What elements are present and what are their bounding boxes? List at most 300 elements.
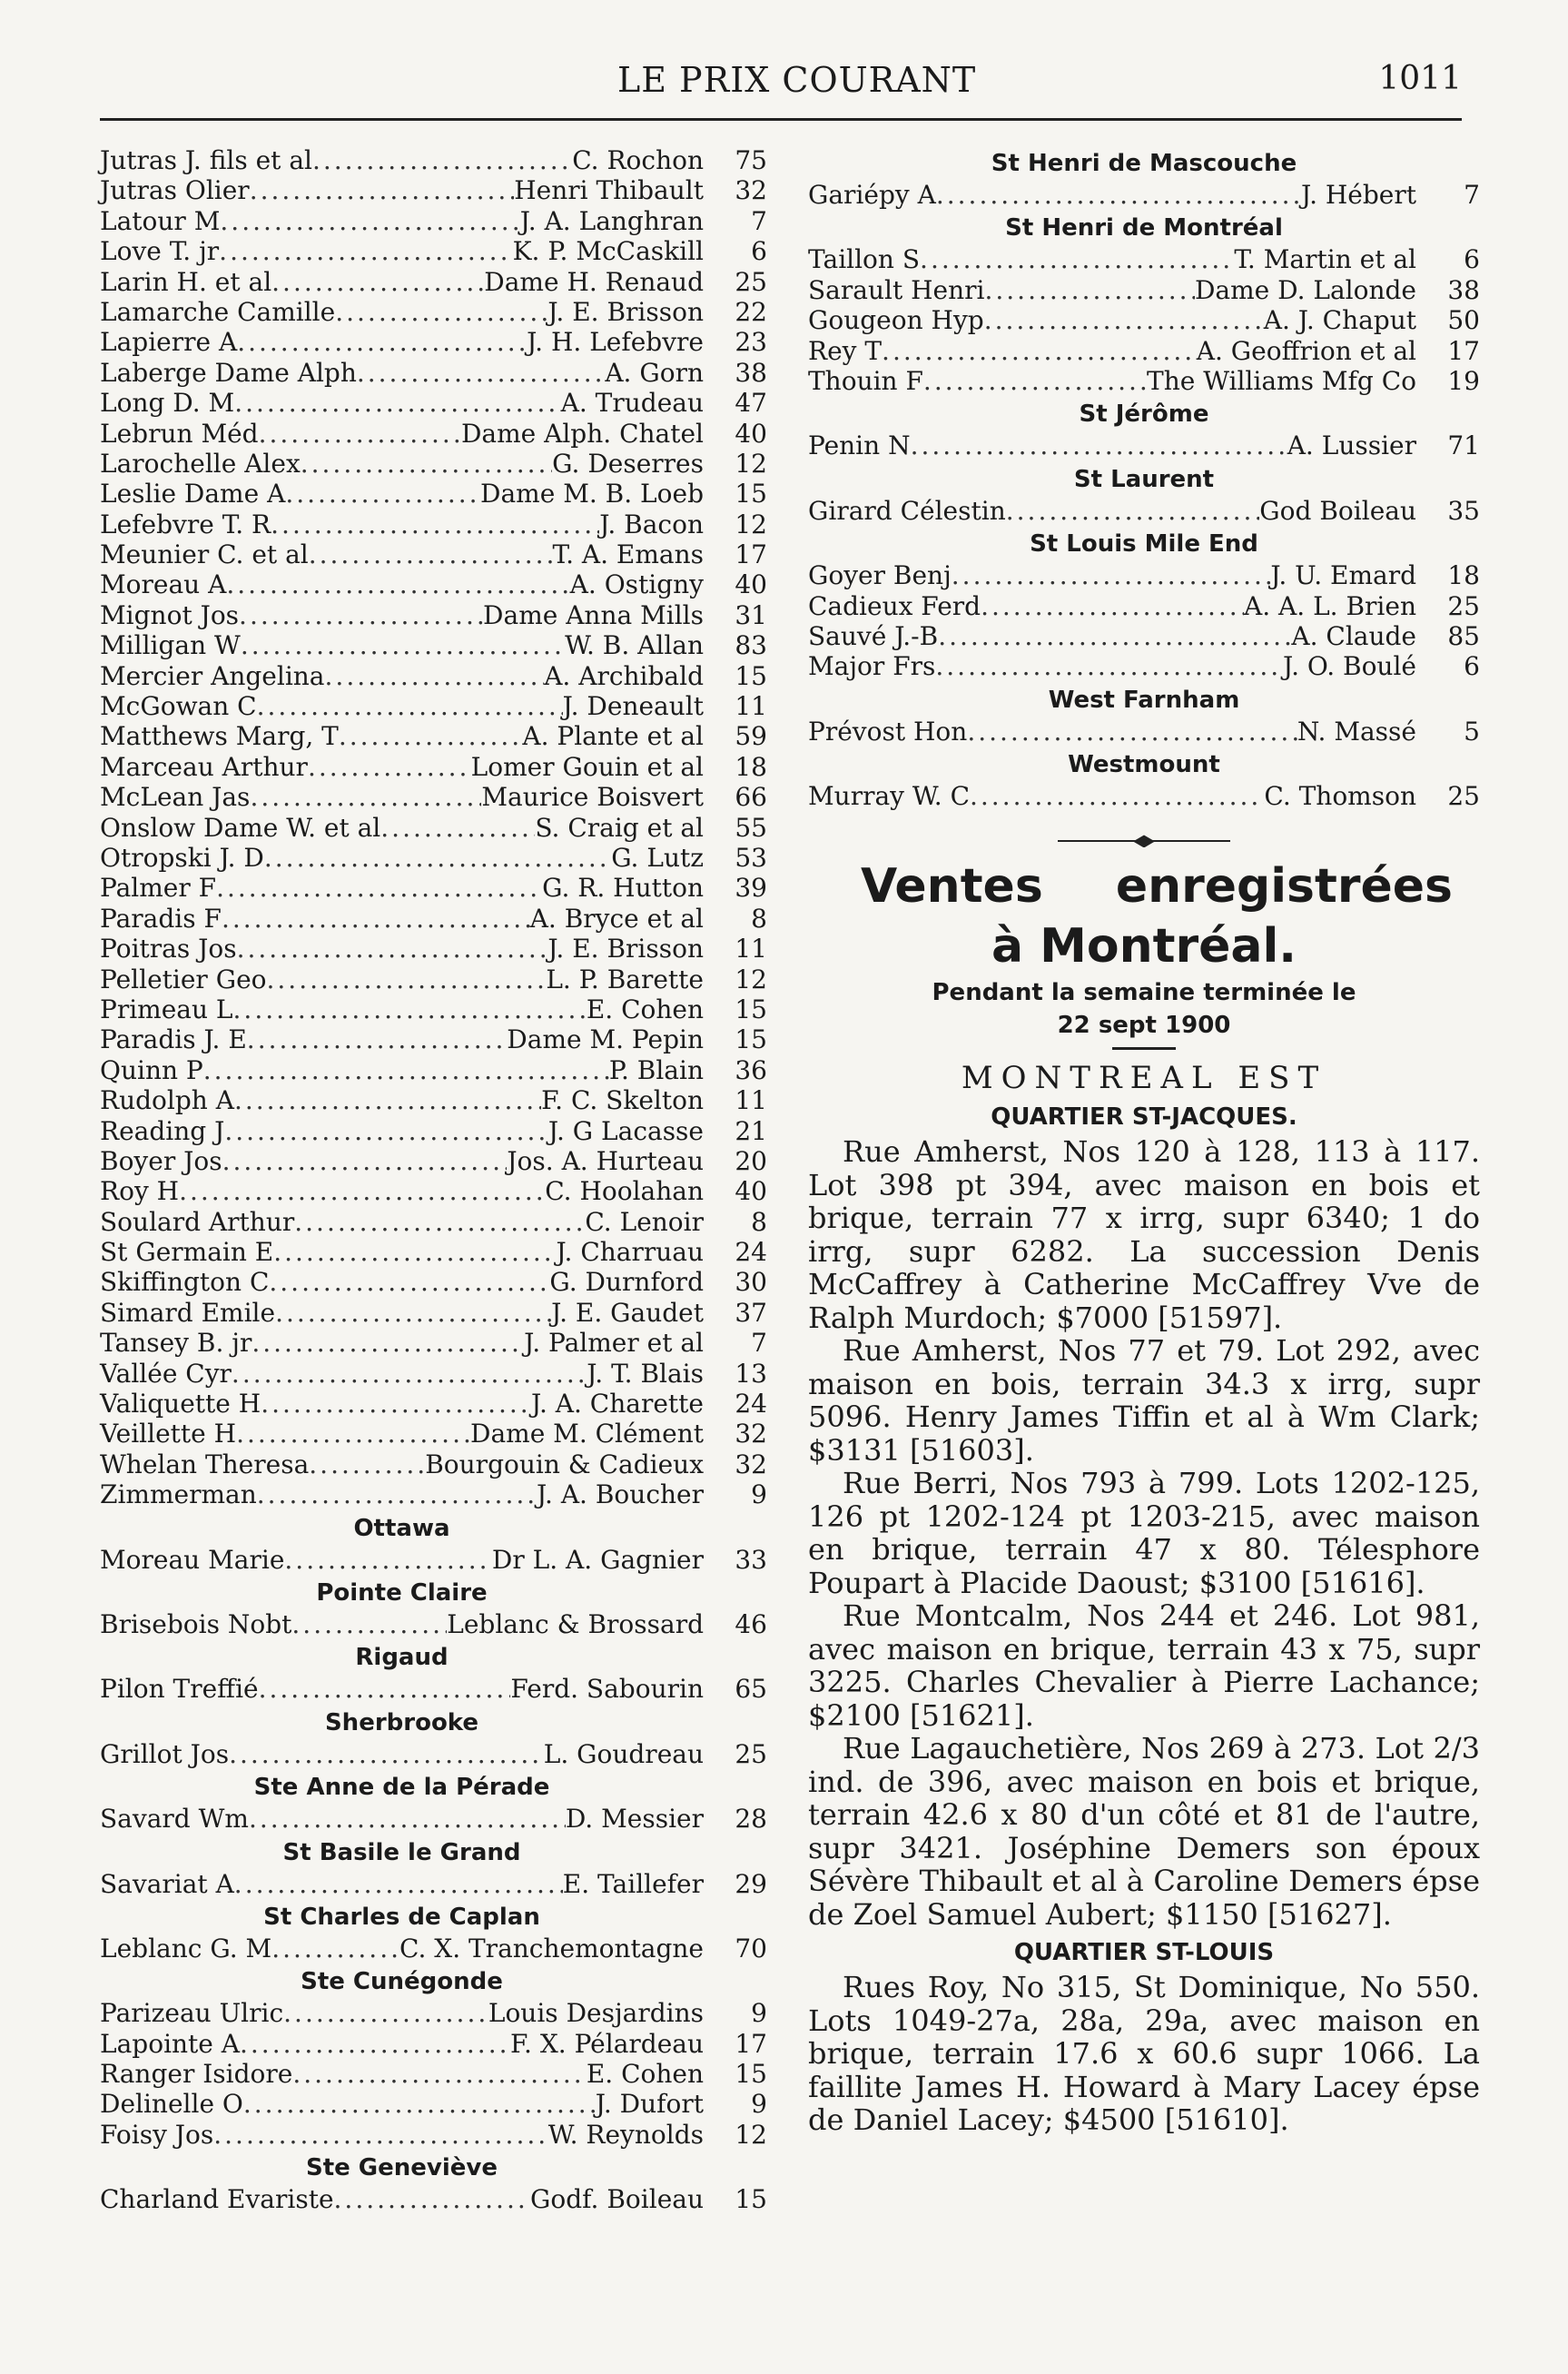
ventes-title bbox=[808, 856, 1480, 976]
buyer-name: Dame D. Lalonde bbox=[1194, 274, 1416, 305]
leader-dots bbox=[938, 621, 1291, 651]
buyer-name: The Williams Mfg Co bbox=[1147, 365, 1416, 396]
listing-number: 53 bbox=[735, 842, 767, 873]
listing-row bbox=[100, 1176, 767, 1206]
ventes-subtitle-2: 22 sept 1900 bbox=[1057, 1012, 1231, 1040]
buyer-name: E. Cohen bbox=[586, 2059, 704, 2090]
listing-row bbox=[100, 1609, 767, 1639]
leader-dots bbox=[249, 1804, 566, 1834]
sale-paragraph: Rue Amherst, Nos 120 à 128, 113 à 117. Lot 398 pt 394, avec maison en bois et brique, terrain 77 x irrg, supr 6340; 1 do irrg, supr 6282. La succession Denis McCaffrey à Catherine McCaffrey Vve de Ralph Murdoch; $7000 [51597]. bbox=[808, 1134, 1480, 1335]
listing-number: 25 bbox=[1447, 590, 1480, 621]
buyer-name: E. Cohen bbox=[586, 994, 704, 1024]
leader-dots bbox=[203, 1055, 609, 1085]
leader-dots bbox=[259, 1674, 511, 1704]
listing-row bbox=[100, 479, 767, 509]
buyer-name: G. Deserres bbox=[552, 448, 704, 479]
seller-name: Palmer F bbox=[100, 873, 217, 904]
leader-dots bbox=[285, 479, 480, 509]
listing-number: 12 bbox=[735, 964, 767, 994]
listing-row bbox=[100, 539, 767, 569]
buyer-name: J. Bacon bbox=[599, 509, 704, 539]
listing-row bbox=[100, 1237, 767, 1267]
leader-dots bbox=[882, 336, 1197, 366]
buyer-name: W. Reynolds bbox=[547, 2119, 704, 2150]
leader-dots bbox=[264, 843, 611, 873]
buyer-name: A. Geoffrion et al bbox=[1196, 335, 1416, 366]
buyer-name: J. G Lacasse bbox=[547, 1115, 704, 1146]
listing-number: 11 bbox=[735, 691, 767, 722]
listing-row bbox=[100, 206, 767, 236]
leader-dots bbox=[243, 2089, 596, 2119]
listing-row bbox=[808, 275, 1480, 305]
leader-dots bbox=[237, 934, 548, 964]
leader-dots bbox=[267, 964, 547, 994]
listing-row bbox=[808, 180, 1480, 210]
leader-dots bbox=[269, 1267, 549, 1297]
leader-dots bbox=[259, 419, 461, 449]
listing-number: 40 bbox=[735, 418, 767, 449]
buyer-name: K. P. McCaskill bbox=[512, 236, 704, 267]
seller-name: Foisy Jos bbox=[100, 2119, 214, 2150]
leader-dots bbox=[984, 275, 1194, 305]
leader-dots bbox=[920, 244, 1234, 274]
seller-name: Taillon S bbox=[808, 244, 921, 275]
listing-row bbox=[100, 1674, 767, 1704]
listing-row bbox=[808, 621, 1480, 651]
buyer-name: Dame M. Clément bbox=[470, 1419, 704, 1449]
leader-dots bbox=[222, 1146, 508, 1176]
ornament-divider bbox=[1058, 835, 1230, 847]
leader-dots bbox=[309, 1449, 425, 1479]
buyer-name: J. E. Brisson bbox=[547, 934, 704, 964]
seller-name: Vallée Cyr bbox=[100, 1358, 232, 1389]
ornament-diamond bbox=[1133, 835, 1155, 847]
ventes-title-word1: Ventes bbox=[861, 859, 1043, 915]
buyer-name: J. A. Charette bbox=[530, 1389, 704, 1419]
paragraphs-group-2 bbox=[808, 1971, 1480, 2137]
buyer-name: C. X. Tranchemontagne bbox=[399, 1933, 704, 1963]
buyer-name: C. Hoolahan bbox=[545, 1176, 704, 1207]
buyer-name: G. R. Hutton bbox=[542, 873, 704, 904]
listing-row bbox=[808, 651, 1480, 681]
locality-heading: Westmount bbox=[1068, 751, 1220, 779]
listing-row bbox=[100, 1116, 767, 1146]
buyer-name: Godf. Boileau bbox=[530, 2184, 704, 2215]
seller-name: Gougeon Hyp bbox=[808, 305, 984, 336]
listing-row bbox=[100, 1449, 767, 1479]
buyer-name: A. Trudeau bbox=[560, 388, 704, 419]
locality-heading: Rigaud bbox=[355, 1644, 449, 1672]
seller-name: Soulard Arthur bbox=[100, 1206, 295, 1237]
seller-name: Onslow Dame W. et al bbox=[100, 812, 381, 843]
leader-dots bbox=[1006, 496, 1260, 526]
listing-row bbox=[100, 691, 767, 721]
seller-name: Lapointe A bbox=[100, 2028, 240, 2059]
leader-dots bbox=[250, 175, 515, 205]
buyer-name: L. Goudreau bbox=[543, 1738, 704, 1769]
seller-name: Poitras Jos bbox=[100, 934, 237, 964]
listing-row bbox=[100, 813, 767, 843]
listing-row bbox=[100, 2029, 767, 2059]
seller-name: Primeau L bbox=[100, 994, 233, 1024]
buyer-name: J. E. Brisson bbox=[547, 296, 704, 327]
leader-dots bbox=[292, 2059, 586, 2089]
leader-dots bbox=[271, 509, 599, 539]
seller-name: Veillette H bbox=[100, 1419, 237, 1449]
listing-number: 25 bbox=[735, 266, 767, 297]
listing-number: 12 bbox=[735, 509, 767, 539]
buyer-name: Leblanc & Brossard bbox=[447, 1608, 704, 1639]
leader-dots bbox=[216, 873, 542, 903]
buyer-name: Dame Alph. Chatel bbox=[460, 418, 704, 449]
seller-name: Lebrun Méd bbox=[100, 418, 259, 449]
listing-number: 85 bbox=[1447, 620, 1480, 651]
listing-row bbox=[808, 496, 1480, 526]
listing-number: 55 bbox=[735, 812, 767, 843]
buyer-name: A. Bryce et al bbox=[529, 903, 704, 934]
seller-name: Roy H bbox=[100, 1176, 180, 1207]
listing-row bbox=[100, 569, 767, 599]
listing-number: 70 bbox=[735, 1933, 767, 1963]
buyer-name: Henri Thibault bbox=[514, 175, 704, 206]
listing-number: 32 bbox=[735, 1419, 767, 1449]
listing-number: 20 bbox=[735, 1145, 767, 1176]
leader-dots bbox=[219, 236, 512, 266]
buyer-name: A. Gorn bbox=[605, 357, 704, 388]
seller-name: Prévost Hon bbox=[808, 716, 968, 747]
listing-row bbox=[100, 1934, 767, 1963]
leader-dots bbox=[234, 1869, 563, 1899]
listing-number: 31 bbox=[735, 599, 767, 630]
listing-row bbox=[100, 630, 767, 660]
locality-heading: St Jérôme bbox=[1079, 401, 1209, 429]
leader-dots bbox=[271, 1934, 399, 1963]
listing-row bbox=[100, 297, 767, 327]
listing-row bbox=[100, 2059, 767, 2089]
buyer-name: C. Rochon bbox=[572, 145, 704, 175]
listing-number: 38 bbox=[735, 357, 767, 388]
leader-dots bbox=[240, 2029, 510, 2059]
seller-name: Larin H. et al bbox=[100, 266, 272, 297]
leader-dots bbox=[247, 1024, 508, 1054]
listing-row bbox=[100, 661, 767, 691]
listing-number: 15 bbox=[735, 994, 767, 1024]
locality-heading: Ste Geneviève bbox=[305, 2154, 498, 2182]
seller-name: Pilon Treffié bbox=[100, 1674, 259, 1705]
listing-row bbox=[100, 964, 767, 994]
leader-dots bbox=[325, 661, 545, 691]
leader-dots bbox=[283, 1998, 488, 2028]
listing-row bbox=[100, 1479, 767, 1509]
leader-dots bbox=[334, 2184, 531, 2214]
listing-number: 25 bbox=[735, 1738, 767, 1769]
listing-row bbox=[100, 782, 767, 812]
listing-number: 15 bbox=[735, 660, 767, 691]
ventes-title-word2: enregistrées bbox=[1115, 859, 1453, 915]
seller-name: St Germain E bbox=[100, 1237, 274, 1268]
listing-row bbox=[100, 419, 767, 449]
right-listing bbox=[808, 145, 1480, 811]
seller-name: Mignot Jos bbox=[100, 599, 240, 630]
buyer-name: A. Archibald bbox=[544, 660, 704, 691]
listing-row bbox=[808, 591, 1480, 621]
header-rule bbox=[100, 118, 1462, 121]
listing-number: 12 bbox=[735, 448, 767, 479]
buyer-name: F. C. Skelton bbox=[541, 1085, 704, 1116]
listing-number: 15 bbox=[735, 2184, 767, 2215]
listing-number: 7 bbox=[751, 205, 767, 236]
seller-name: Sarault Henri bbox=[808, 274, 985, 305]
leader-dots bbox=[237, 327, 527, 357]
ventes-subtitle-1: Pendant la semaine terminée le bbox=[932, 979, 1356, 1007]
listing-number: 47 bbox=[735, 388, 767, 419]
listing-number: 15 bbox=[735, 479, 767, 509]
right-column bbox=[808, 145, 1480, 2137]
listing-row bbox=[100, 267, 767, 297]
listing-row bbox=[100, 1267, 767, 1297]
seller-name: Penin N bbox=[808, 430, 911, 461]
seller-name: Simard Emile bbox=[100, 1297, 276, 1328]
listing-number: 50 bbox=[1447, 305, 1480, 336]
buyer-name: Maurice Boisvert bbox=[481, 782, 704, 813]
buyer-name: God Boileau bbox=[1259, 495, 1416, 526]
buyer-name: P. Blain bbox=[608, 1054, 704, 1085]
listing-row bbox=[808, 781, 1480, 811]
buyer-name: C. Lenoir bbox=[585, 1206, 704, 1237]
leader-dots bbox=[967, 717, 1297, 747]
listing-row bbox=[100, 175, 767, 205]
journal-title: LE PRIX COURANT bbox=[617, 60, 977, 100]
seller-name: Otropski J. D bbox=[100, 842, 264, 873]
seller-name: Parizeau Ulric bbox=[100, 1998, 284, 2029]
listing-row bbox=[100, 1055, 767, 1085]
listing-row bbox=[808, 366, 1480, 396]
seller-name: Girard Célestin bbox=[808, 495, 1006, 526]
listing-row bbox=[100, 1146, 767, 1176]
seller-name: Savariat A bbox=[100, 1868, 234, 1899]
listing-number: 9 bbox=[751, 1998, 767, 2029]
leader-dots bbox=[236, 1419, 470, 1449]
listing-row bbox=[100, 1545, 767, 1575]
leader-dots bbox=[233, 994, 587, 1024]
leader-dots bbox=[271, 267, 484, 297]
seller-name: Meunier C. et al bbox=[100, 539, 309, 570]
listing-number: 15 bbox=[735, 2059, 767, 2090]
listing-row bbox=[100, 509, 767, 539]
buyer-name: Dame M. B. Loeb bbox=[480, 479, 704, 509]
seller-name: Grillot Jos bbox=[100, 1738, 230, 1769]
listing-number: 40 bbox=[735, 1176, 767, 1207]
seller-name: Savard Wm bbox=[100, 1804, 249, 1835]
listing-number: 21 bbox=[735, 1115, 767, 1146]
listing-row bbox=[100, 934, 767, 964]
listing-row bbox=[808, 244, 1480, 274]
seller-name: Mercier Angelina bbox=[100, 660, 325, 691]
listing-row bbox=[100, 1739, 767, 1769]
listing-row bbox=[100, 873, 767, 903]
listing-number: 6 bbox=[1464, 651, 1480, 682]
locality-heading: St Laurent bbox=[1073, 465, 1215, 493]
seller-name: Murray W. C bbox=[808, 781, 970, 812]
listing-row bbox=[100, 994, 767, 1024]
listing-row bbox=[100, 1359, 767, 1389]
buyer-name: J. Hébert bbox=[1301, 180, 1416, 210]
listing-row bbox=[100, 2089, 767, 2119]
leader-dots bbox=[220, 206, 519, 236]
listing-number: 5 bbox=[1464, 716, 1480, 747]
listing-row bbox=[100, 327, 767, 357]
locality-heading: St Charles de Caplan bbox=[263, 1903, 540, 1931]
leader-dots bbox=[261, 1389, 531, 1419]
seller-name: McLean Jas bbox=[100, 782, 251, 813]
leader-dots bbox=[984, 305, 1264, 335]
seller-name: Brisebois Nobt bbox=[100, 1608, 292, 1639]
listing-number: 83 bbox=[735, 630, 767, 661]
seller-name: Rudolph A bbox=[100, 1085, 234, 1116]
buyer-name: J. Dufort bbox=[595, 2089, 704, 2120]
buyer-name: W. B. Allan bbox=[565, 630, 704, 661]
listing-number: 37 bbox=[735, 1297, 767, 1328]
listing-row bbox=[100, 1298, 767, 1328]
seller-name: Leslie Dame A bbox=[100, 479, 286, 509]
seller-name: Long D. M bbox=[100, 388, 235, 419]
leader-dots bbox=[241, 630, 565, 660]
seller-name: Marceau Arthur bbox=[100, 751, 308, 782]
listing-row bbox=[808, 430, 1480, 460]
locality-heading: Ottawa bbox=[353, 1514, 450, 1542]
seller-name: Charland Evariste bbox=[100, 2184, 334, 2215]
buyer-name: G. Durnford bbox=[549, 1267, 704, 1298]
listing-row bbox=[808, 717, 1480, 747]
listing-row bbox=[100, 843, 767, 873]
listing-number: 24 bbox=[735, 1389, 767, 1419]
seller-name: Cadieux Ferd bbox=[808, 590, 981, 621]
leader-dots bbox=[308, 752, 471, 782]
page-header bbox=[100, 60, 1462, 114]
listing-number: 30 bbox=[735, 1267, 767, 1298]
buyer-name: A. Lussier bbox=[1287, 430, 1416, 461]
buyer-name: G. Lutz bbox=[611, 842, 704, 873]
buyer-name: A. J. Chaput bbox=[1263, 305, 1416, 336]
listing-number: 65 bbox=[735, 1674, 767, 1705]
leader-dots bbox=[224, 1116, 548, 1146]
leader-dots bbox=[226, 569, 569, 599]
buyer-name: C. Thomson bbox=[1264, 781, 1416, 812]
leader-dots bbox=[923, 366, 1147, 396]
ventes-title-line1 bbox=[808, 856, 1480, 916]
listing-number: 9 bbox=[751, 1479, 767, 1510]
short-rule bbox=[1112, 1047, 1176, 1050]
listing-number: 18 bbox=[1447, 560, 1480, 591]
buyer-name: Bourgouin & Cadieux bbox=[425, 1449, 704, 1479]
seller-name: Major Frs bbox=[808, 651, 936, 682]
seller-name: Latour M bbox=[100, 205, 221, 236]
listing-number: 17 bbox=[1447, 335, 1480, 366]
leader-dots bbox=[232, 1359, 587, 1389]
leader-dots bbox=[239, 600, 483, 630]
seller-name: Delinelle O bbox=[100, 2089, 243, 2120]
buyer-name: J. U. Emard bbox=[1270, 560, 1416, 591]
buyer-name: J. A. Langhran bbox=[519, 205, 704, 236]
seller-name: Moreau A bbox=[100, 569, 227, 600]
leader-dots bbox=[981, 591, 1244, 621]
listing-number: 25 bbox=[1447, 781, 1480, 812]
paragraphs-group-1 bbox=[808, 1135, 1480, 1931]
listing-row bbox=[100, 752, 767, 782]
listing-row bbox=[100, 1085, 767, 1115]
buyer-name: J. E. Gaudet bbox=[551, 1297, 704, 1328]
leader-dots bbox=[952, 560, 1271, 590]
seller-name: Jutras Olier bbox=[100, 175, 250, 206]
locality-heading: West Farnham bbox=[1048, 686, 1240, 714]
listing-number: 38 bbox=[1447, 274, 1480, 305]
listing-row bbox=[100, 1207, 767, 1237]
leader-dots bbox=[213, 2120, 547, 2150]
listing-row bbox=[100, 449, 767, 479]
listing-number: 22 bbox=[735, 296, 767, 327]
listing-number: 29 bbox=[735, 1868, 767, 1899]
leader-dots bbox=[970, 781, 1264, 811]
listing-row bbox=[808, 336, 1480, 366]
sale-paragraph: Rue Montcalm, Nos 244 et 246. Lot 981, avec maison en brique, terrain 43 x 75, supr 3225. Charles Chevalier à Pierre Lachance; $2100 [51621]. bbox=[808, 1598, 1480, 1733]
buyer-name: Dame Anna Mills bbox=[483, 599, 704, 630]
listing-number: 17 bbox=[735, 2028, 767, 2059]
listing-row bbox=[100, 2120, 767, 2150]
buyer-name: N. Massé bbox=[1297, 716, 1416, 747]
listing-row bbox=[100, 145, 767, 175]
listing-number: 13 bbox=[735, 1358, 767, 1389]
buyer-name: S. Craig et al bbox=[535, 812, 704, 843]
buyer-name: Dame H. Renaud bbox=[484, 266, 704, 297]
leader-dots bbox=[179, 1176, 545, 1206]
buyer-name: J. Charruau bbox=[556, 1237, 704, 1268]
leader-dots bbox=[273, 1237, 556, 1267]
leader-dots bbox=[284, 1545, 492, 1575]
seller-name: Goyer Benj bbox=[808, 560, 952, 591]
buyer-name: Jos. A. Hurteau bbox=[507, 1145, 704, 1176]
listing-number: 32 bbox=[735, 175, 767, 206]
listing-number: 39 bbox=[735, 873, 767, 904]
listing-number: 11 bbox=[735, 934, 767, 964]
listing-number: 8 bbox=[751, 903, 767, 934]
leader-dots bbox=[294, 1207, 585, 1237]
buyer-name: J. Deneault bbox=[562, 691, 704, 722]
seller-name: Gariépy A bbox=[808, 180, 936, 210]
left-column bbox=[100, 145, 767, 2215]
leader-dots bbox=[257, 691, 563, 721]
locality-heading: Pointe Claire bbox=[316, 1578, 488, 1607]
listing-row bbox=[100, 1328, 767, 1358]
listing-row bbox=[100, 1804, 767, 1834]
buyer-name: J. Palmer et al bbox=[524, 1328, 704, 1359]
locality-heading: Sherbrooke bbox=[324, 1708, 479, 1736]
listing-number: 40 bbox=[735, 569, 767, 600]
sale-paragraph: Rue Berri, Nos 793 à 799. Lots 1202-125, 126 pt 1202-124 pt 1203-215, avec maison en brique, terrain 47 x 80. Télesphore Poupart à Placide Daoust; $3100 [51616]. bbox=[808, 1466, 1480, 1600]
listing-number: 9 bbox=[751, 2089, 767, 2120]
seller-name: Thouin F bbox=[808, 365, 923, 396]
seller-name: Paradis F bbox=[100, 903, 222, 934]
buyer-name: Dr L. A. Gagnier bbox=[491, 1544, 704, 1575]
buyer-name: F. X. Pélardeau bbox=[509, 2028, 704, 2059]
sale-paragraph: Rue Lagauchetière, Nos 269 à 273. Lot 2/3 ind. de 396, avec maison en bois et brique, terrain 42.6 x 80 d'un côté et 81 de l'autre, supr 3421. Joséphine Demers son époux Sévère Thibault et al à Caroline Demers épse de Zoel Samuel Aubert; $1150 [51627]. bbox=[808, 1731, 1480, 1932]
seller-name: Skiffington C bbox=[100, 1267, 270, 1298]
buyer-name: J. O. Boulé bbox=[1283, 651, 1416, 682]
seller-name: McGowan C bbox=[100, 691, 257, 722]
listing-row bbox=[100, 388, 767, 418]
buyer-name: Lomer Gouin et al bbox=[470, 751, 704, 782]
seller-name: Moreau Marie bbox=[100, 1544, 285, 1575]
listing-row bbox=[100, 1389, 767, 1419]
